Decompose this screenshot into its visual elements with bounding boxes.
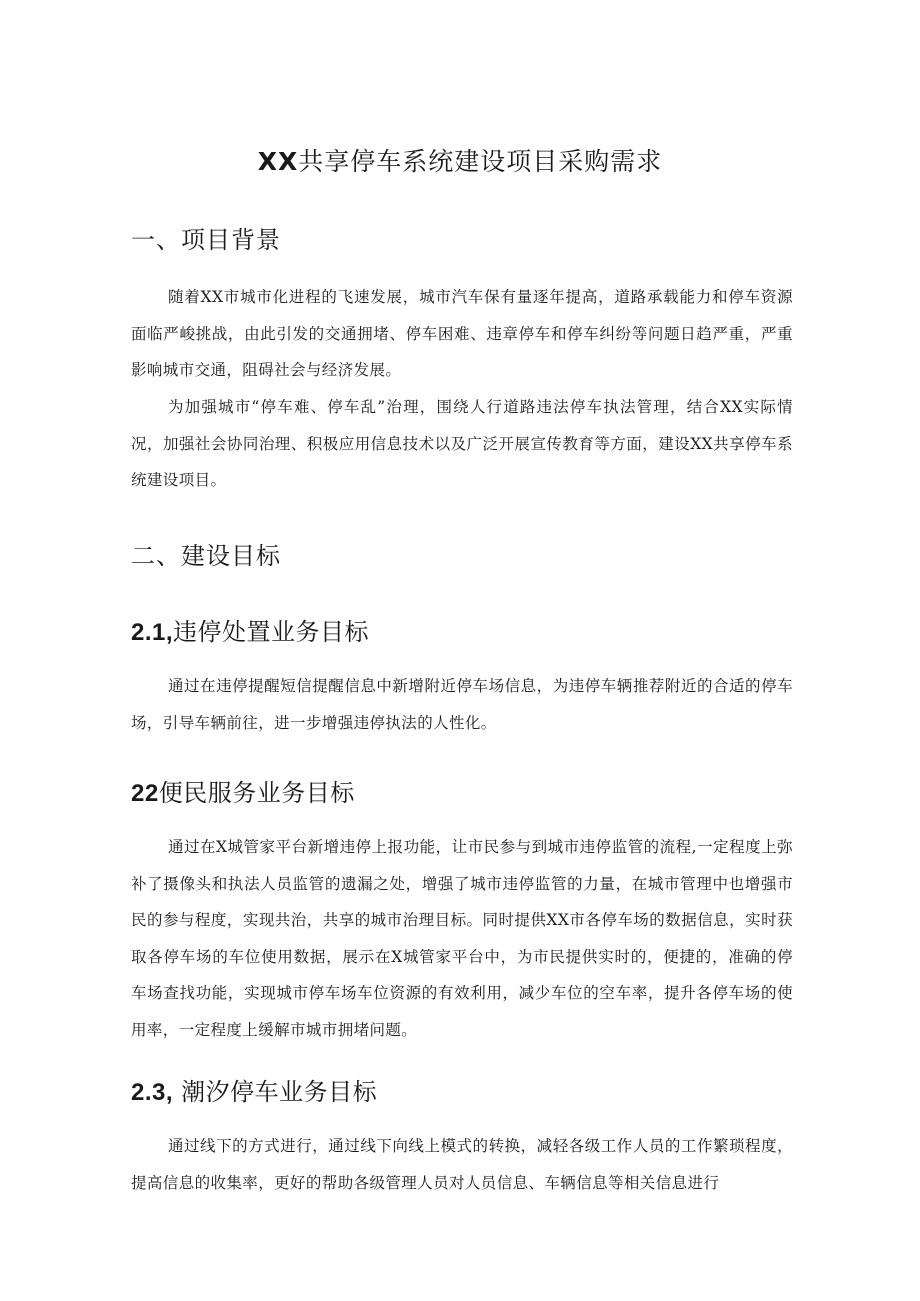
subsection-2-3-paragraph: 通过线下的方式进行，通过线下向线上模式的转换，减轻各级工作人员的工作繁琐程度，提高信息的收集率，更好的帮助各级管理人员对人员信息、车辆信息等相关信息进行: [131, 1137, 793, 1192]
section-heading-goals: 二、建设目标: [131, 542, 281, 570]
document-title: [0, 142, 920, 178]
section-heading-background: 一、项目背景: [131, 226, 281, 254]
subsection-number: 2.1,: [131, 619, 174, 646]
subsection-title: 便民服务业务目标: [158, 779, 355, 807]
subsection-number: 22: [131, 780, 159, 807]
subsection-title: 违停处置业务目标: [173, 618, 370, 646]
subsection-number: 2.3,: [131, 1079, 174, 1106]
subsection-heading-2-2: [131, 773, 355, 808]
subsection-heading-2-3: [131, 1072, 377, 1107]
subsection-heading-2-1: [131, 612, 369, 647]
background-paragraph-1: 随着XX市城市化进程的飞速发展，城市汽车保有量逐年提高，道路承载能力和停车资源面临严峻挑战，由此引发的交通拥堵、停车困难、违章停车和停车纠纷等问题日趋严重，严重影响城市交通，阻碍社会与经济发展。: [131, 288, 793, 379]
background-paragraph-2: 为加强城市“停车难、停车乱”治理，围绕人行道路违法停车执法管理，结合XX实际情况，加强社会协同治理、积极应用信息技术以及广泛开展宣传教育等方面，建设XX共享停车系统建设项目。: [131, 398, 793, 489]
document-title-text: 共享停车系统建设项目采购需求: [298, 147, 663, 176]
document-title-prefix: XX: [257, 147, 299, 176]
subsection-2-2-paragraph: 通过在X城管家平台新增违停上报功能，让市民参与到城市违停监管的流程,一定程度上弥补了摄像头和执法人员监管的遗漏之处，增强了城市违停监管的力量，在城市管理中也增强市民的参与程度，实现共治，共享的城市治理目标。同时提供XX市各停车场的数据信息，实时获取各停车场的车位使用数据，展示在X城管家平台中，为市民提供实时的，便捷的，准确的停车场查找功能，实现城市停车场车位资源的有效利用，减少车位的空车率，提升各停车场的使用率，一定程度上缓解市城市拥堵问题。: [131, 838, 793, 1039]
subsection-title: 潮汐停车业务目标: [181, 1078, 378, 1106]
subsection-2-1-paragraph: 通过在违停提醒短信提醒信息中新增附近停车场信息，为违停车辆推荐附近的合适的停车场，引导车辆前往，进一步增强违停执法的人性化。: [131, 677, 793, 732]
